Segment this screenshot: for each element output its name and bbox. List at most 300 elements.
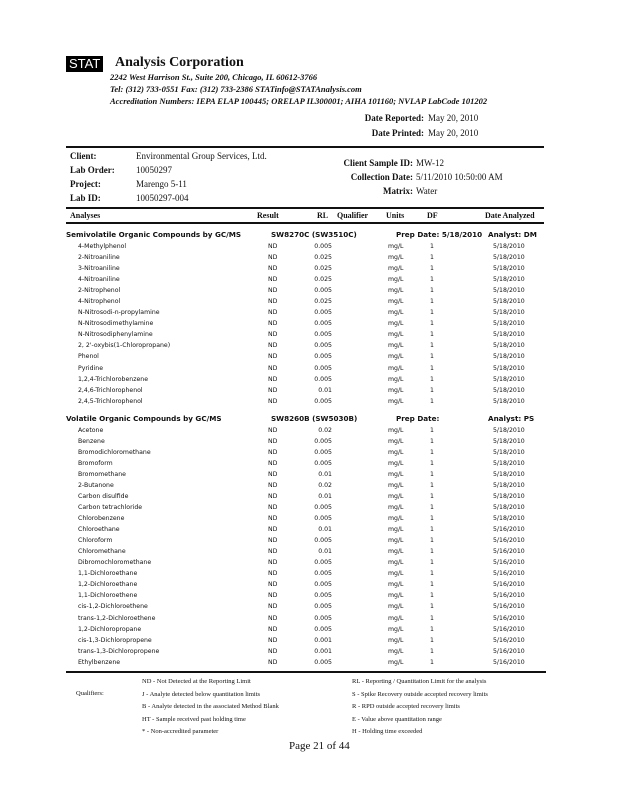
- col-date-analyzed: Date Analyzed: [485, 211, 535, 220]
- reporting-limit: 0.005: [314, 397, 332, 405]
- result: ND: [268, 636, 278, 644]
- analyte: 4-Nitrophenol: [78, 298, 121, 306]
- date-analyzed: 5/16/2010: [493, 537, 525, 545]
- lab-order-label: Lab Order:: [70, 165, 115, 175]
- analyte: Bromomethane: [78, 470, 126, 478]
- date-analyzed: 5/16/2010: [493, 592, 525, 600]
- analyte: Benzene: [78, 437, 105, 445]
- result: ND: [268, 647, 278, 655]
- dilution-factor: 1: [430, 537, 434, 545]
- units: mg/L: [388, 581, 404, 589]
- date-analyzed: 5/16/2010: [493, 548, 525, 556]
- client-sample-id: MW-12: [416, 158, 444, 168]
- prep-date: Prep Date:: [396, 413, 440, 423]
- table-row: [66, 296, 566, 307]
- analyte: 1,2-Dichloropropane: [78, 625, 142, 633]
- method: SW8270C (SW3510C): [271, 230, 357, 239]
- table-row: [66, 635, 566, 646]
- units: mg/L: [388, 647, 404, 655]
- reporting-limit: 0.01: [318, 548, 332, 556]
- qualifier-definition: R - RPD outside accepted recovery limits: [352, 703, 460, 710]
- units: mg/L: [388, 298, 404, 306]
- date-reported-label: Date Reported:: [364, 113, 424, 123]
- reporting-limit: 0.005: [314, 331, 332, 339]
- date-analyzed: 5/16/2010: [493, 625, 525, 633]
- result: ND: [268, 537, 278, 545]
- units: mg/L: [388, 481, 404, 489]
- dilution-factor: 1: [430, 559, 434, 567]
- reporting-limit: 0.005: [314, 459, 332, 467]
- units: mg/L: [388, 603, 404, 611]
- analyte: Ethylbenzene: [78, 658, 121, 666]
- units: mg/L: [388, 559, 404, 567]
- result: ND: [268, 298, 278, 306]
- company-contact: Tel: (312) 733-0551 Fax: (312) 733-2386 STATinfo@STATAnalysis.com: [110, 84, 362, 94]
- qualifier-definition: RL - Reporting / Quantitation Limit for the analysis: [352, 678, 487, 685]
- units: mg/L: [388, 470, 404, 478]
- date-analyzed: 5/18/2010: [493, 364, 525, 372]
- analyte: 2-Nitroaniline: [78, 254, 120, 262]
- table-row: [66, 513, 566, 524]
- matrix-label: Matrix:: [383, 186, 413, 196]
- lab-order: 10050297: [136, 165, 172, 175]
- table-row: [66, 263, 566, 274]
- reporting-limit: 0.005: [314, 570, 332, 578]
- units: mg/L: [388, 515, 404, 523]
- dilution-factor: 1: [430, 570, 434, 578]
- reporting-limit: 0.005: [314, 243, 332, 250]
- units: mg/L: [388, 331, 404, 339]
- collection-date: 5/11/2010 10:50:00 AM: [416, 172, 503, 182]
- dilution-factor: 1: [430, 492, 434, 500]
- result: ND: [268, 658, 278, 666]
- table-row: [66, 318, 566, 329]
- units: mg/L: [388, 386, 404, 394]
- matrix: Water: [416, 186, 438, 196]
- reporting-limit: 0.01: [318, 386, 332, 394]
- analyte: 1,1-Dichloroethane: [78, 570, 138, 578]
- qualifiers-label: Qualifiers:: [76, 690, 104, 697]
- dilution-factor: 1: [430, 375, 434, 383]
- units: mg/L: [388, 320, 404, 328]
- result: ND: [268, 243, 278, 250]
- reporting-limit: 0.005: [314, 581, 332, 589]
- date-analyzed: 5/18/2010: [493, 386, 525, 394]
- date-analyzed: 5/18/2010: [493, 265, 525, 273]
- dilution-factor: 1: [430, 481, 434, 489]
- qualifier-definition: E - Value above quantitation range: [352, 715, 442, 723]
- result: ND: [268, 375, 278, 383]
- result: ND: [268, 276, 278, 284]
- reporting-limit: 0.025: [314, 276, 332, 284]
- units: mg/L: [388, 548, 404, 556]
- table-row: [66, 491, 566, 502]
- units: mg/L: [388, 265, 404, 273]
- dilution-factor: 1: [430, 243, 434, 250]
- date-analyzed: 5/18/2010: [493, 492, 525, 500]
- result: ND: [268, 265, 278, 273]
- result: ND: [268, 437, 278, 445]
- client: Environmental Group Services, Ltd.: [136, 151, 267, 161]
- reporting-limit: 0.025: [314, 265, 332, 273]
- analyte: Acetone: [78, 426, 104, 434]
- analyte: Chloroform: [78, 537, 113, 545]
- dilution-factor: 1: [430, 658, 434, 666]
- dilution-factor: 1: [430, 426, 434, 434]
- qualifier-definition: * - Non-accredited parameter: [142, 728, 219, 735]
- table-row: [66, 590, 566, 601]
- table-row: [66, 385, 566, 396]
- date-reported: May 20, 2010: [428, 113, 479, 123]
- dilution-factor: 1: [430, 364, 434, 372]
- date-analyzed: 5/18/2010: [493, 504, 525, 512]
- result: ND: [268, 614, 278, 622]
- stat-logo: STAT: [66, 56, 103, 72]
- analyte: trans-1,3-Dichloropropene: [78, 647, 160, 655]
- table-row: [66, 568, 566, 579]
- result: ND: [268, 625, 278, 633]
- result: ND: [268, 548, 278, 556]
- date-analyzed: 5/18/2010: [493, 397, 525, 405]
- client-sample-id-label: Client Sample ID:: [343, 158, 413, 168]
- units: mg/L: [388, 570, 404, 578]
- units: mg/L: [388, 504, 404, 512]
- date-analyzed: 5/16/2010: [493, 526, 525, 534]
- date-analyzed: 5/18/2010: [493, 243, 525, 250]
- result: ND: [268, 526, 278, 534]
- method: SW8260B (SW5030B): [271, 413, 358, 423]
- date-analyzed: 5/18/2010: [493, 287, 525, 295]
- col-result: Result: [257, 211, 279, 220]
- analyte: N-Nitrosodiphenylamine: [78, 331, 153, 339]
- table-row: [66, 579, 566, 590]
- result: ND: [268, 331, 278, 339]
- units: mg/L: [388, 492, 404, 500]
- date-analyzed: 5/18/2010: [493, 448, 525, 456]
- units: mg/L: [388, 276, 404, 284]
- date-analyzed: 5/16/2010: [493, 581, 525, 589]
- date-analyzed: 5/18/2010: [493, 481, 525, 489]
- date-analyzed: 5/18/2010: [493, 459, 525, 467]
- date-printed: May 20, 2010: [428, 128, 479, 138]
- units: mg/L: [388, 448, 404, 456]
- analyte: 4-Methylphenol: [78, 243, 127, 250]
- col-rl: RL: [317, 211, 329, 220]
- table-row: [66, 546, 566, 557]
- date-analyzed: 5/16/2010: [493, 570, 525, 578]
- dilution-factor: 1: [430, 459, 434, 467]
- dilution-factor: 1: [430, 353, 434, 361]
- result: ND: [268, 287, 278, 295]
- result: ND: [268, 459, 278, 467]
- units: mg/L: [388, 614, 404, 622]
- table-row: [66, 480, 566, 491]
- analyte: Chloromethane: [78, 548, 126, 556]
- date-analyzed: 5/16/2010: [493, 614, 525, 622]
- dilution-factor: 1: [430, 342, 434, 350]
- units: mg/L: [388, 658, 404, 666]
- result: ND: [268, 581, 278, 589]
- analyte: Phenol: [78, 353, 99, 361]
- date-analyzed: 5/18/2010: [493, 470, 525, 478]
- lab-id: 10050297-004: [136, 193, 189, 203]
- analyte: cis-1,2-Dichloroethene: [78, 603, 148, 611]
- analyte: Pyridine: [78, 364, 104, 372]
- reporting-limit: 0.025: [314, 298, 332, 306]
- dilution-factor: 1: [430, 614, 434, 622]
- section-header: [66, 412, 566, 425]
- date-analyzed: 5/16/2010: [493, 658, 525, 666]
- date-analyzed: 5/16/2010: [493, 603, 525, 611]
- reporting-limit: 0.005: [314, 437, 332, 445]
- reporting-limit: 0.005: [314, 504, 332, 512]
- date-analyzed: 5/16/2010: [493, 636, 525, 644]
- dilution-factor: 1: [430, 581, 434, 589]
- dilution-factor: 1: [430, 526, 434, 534]
- result: ND: [268, 386, 278, 394]
- reporting-limit: 0.01: [318, 470, 332, 478]
- result: ND: [268, 426, 278, 434]
- table-row: [66, 351, 566, 362]
- dilution-factor: 1: [430, 548, 434, 556]
- table-row: [66, 374, 566, 385]
- dilution-factor: 1: [430, 625, 434, 633]
- analyst: Analyst: DM: [488, 230, 537, 239]
- lab-id-label: Lab ID:: [70, 193, 101, 203]
- dilution-factor: 1: [430, 298, 434, 306]
- reporting-limit: 0.005: [314, 353, 332, 361]
- analyte: Carbon tetrachloride: [78, 504, 143, 512]
- reporting-limit: 0.005: [314, 364, 332, 372]
- units: mg/L: [388, 254, 404, 262]
- col-units: Units: [386, 211, 405, 220]
- analyte: Bromoform: [78, 459, 113, 467]
- result: ND: [268, 448, 278, 456]
- reporting-limit: 0.005: [314, 448, 332, 456]
- section-title: Volatile Organic Compounds by GC/MS: [66, 413, 222, 423]
- result: ND: [268, 570, 278, 578]
- dilution-factor: 1: [430, 504, 434, 512]
- qualifier-definition: B - Analyte detected in the associated Method Blank: [142, 703, 279, 710]
- table-row: [66, 436, 566, 447]
- units: mg/L: [388, 537, 404, 545]
- section-title: Semivolatile Organic Compounds by GC/MS: [66, 230, 242, 239]
- units: mg/L: [388, 353, 404, 361]
- date-printed-label: Date Printed:: [371, 128, 424, 138]
- analyte: Chloroethane: [78, 526, 120, 534]
- analyte: 1,2,4-Trichlorobenzene: [78, 375, 148, 383]
- analyte: 1,2-Dichloroethane: [78, 581, 138, 589]
- date-analyzed: 5/18/2010: [493, 254, 525, 262]
- units: mg/L: [388, 287, 404, 295]
- table-row: [66, 363, 566, 374]
- accreditation-numbers: Accreditation Numbers: IEPA ELAP 100445; ORELAP IL300001; AIHA 101160; NVLAP LabCode 101202: [110, 96, 488, 106]
- analyte: 2,4,6-Trichlorophenol: [78, 386, 143, 394]
- qualifier-definition: HT - Sample received past holding time: [142, 715, 246, 723]
- col-analyses: Analyses: [70, 211, 101, 220]
- analyte: 2,4,5-Trichlorophenol: [78, 397, 143, 405]
- reporting-limit: 0.005: [314, 515, 332, 523]
- table-row: [66, 340, 566, 351]
- reporting-limit: 0.02: [318, 481, 332, 489]
- company-name: Analysis Corporation: [115, 55, 244, 70]
- result: ND: [268, 364, 278, 372]
- table-row: [66, 307, 566, 318]
- col-qualifier: Qualifier: [337, 211, 369, 220]
- analyte: trans-1,2-Dichloroethene: [78, 614, 156, 622]
- reporting-limit: 0.005: [314, 342, 332, 350]
- result: ND: [268, 342, 278, 350]
- dilution-factor: 1: [430, 309, 434, 317]
- reporting-limit: 0.01: [318, 492, 332, 500]
- dilution-factor: 1: [430, 647, 434, 655]
- date-analyzed: 5/16/2010: [493, 647, 525, 655]
- col-df: DF: [427, 211, 438, 220]
- analyte: Bromodichloromethane: [78, 448, 151, 456]
- table-row: [66, 657, 566, 668]
- date-analyzed: 5/18/2010: [493, 426, 525, 434]
- result: ND: [268, 254, 278, 262]
- table-row: [66, 425, 566, 436]
- units: mg/L: [388, 592, 404, 600]
- dilution-factor: 1: [430, 515, 434, 523]
- analyte: Dibromochloromethane: [78, 559, 152, 567]
- result: ND: [268, 504, 278, 512]
- date-analyzed: 5/18/2010: [493, 353, 525, 361]
- date-analyzed: 5/18/2010: [493, 276, 525, 284]
- units: mg/L: [388, 625, 404, 633]
- result: ND: [268, 515, 278, 523]
- units: mg/L: [388, 437, 404, 445]
- result: ND: [268, 492, 278, 500]
- units: mg/L: [388, 342, 404, 350]
- units: mg/L: [388, 636, 404, 644]
- dilution-factor: 1: [430, 320, 434, 328]
- dilution-factor: 1: [430, 470, 434, 478]
- analyte: cis-1,3-Dichloropropene: [78, 636, 152, 644]
- date-analyzed: 5/18/2010: [493, 437, 525, 445]
- client-label: Client:: [70, 151, 97, 161]
- units: mg/L: [388, 526, 404, 534]
- reporting-limit: 0.005: [314, 559, 332, 567]
- divider: [66, 222, 544, 224]
- analyte: 3-Nitroaniline: [78, 265, 120, 273]
- table-row: [66, 557, 566, 568]
- dilution-factor: 1: [430, 287, 434, 295]
- reporting-limit: 0.005: [314, 625, 332, 633]
- divider: [66, 146, 544, 148]
- project-label: Project:: [70, 179, 101, 189]
- analyte: N-Nitrosodimethylamine: [78, 320, 154, 328]
- collection-date-label: Collection Date:: [350, 172, 413, 182]
- analyte: 2-Nitrophenol: [78, 287, 121, 295]
- analyte: 2-Butanone: [78, 481, 114, 489]
- table-row: [66, 469, 566, 480]
- result: ND: [268, 470, 278, 478]
- divider: [66, 207, 544, 209]
- units: mg/L: [388, 375, 404, 383]
- table-row: [66, 613, 566, 624]
- reporting-limit: 0.005: [314, 614, 332, 622]
- result: ND: [268, 397, 278, 405]
- dilution-factor: 1: [430, 265, 434, 273]
- table-row: [66, 241, 566, 252]
- table-row: [66, 252, 566, 263]
- result: ND: [268, 603, 278, 611]
- project: Marengo 5-11: [136, 179, 187, 189]
- table-row: [66, 458, 566, 469]
- qualifier-definition: J - Analyte detected below quantitation limits: [142, 690, 261, 698]
- analyte: N-Nitrosodi-n-propylamine: [78, 309, 160, 317]
- table-row: [66, 502, 566, 513]
- date-analyzed: 5/18/2010: [493, 309, 525, 317]
- reporting-limit: 0.001: [314, 647, 332, 655]
- qualifier-definition: ND - Not Detected at the Reporting Limit: [142, 678, 251, 685]
- dilution-factor: 1: [430, 254, 434, 262]
- analyte: Carbon disulfide: [78, 492, 129, 500]
- reporting-limit: 0.005: [314, 320, 332, 328]
- date-analyzed: 5/18/2010: [493, 342, 525, 350]
- dilution-factor: 1: [430, 386, 434, 394]
- date-analyzed: 5/18/2010: [493, 375, 525, 383]
- units: mg/L: [388, 459, 404, 467]
- table-row: [66, 396, 566, 407]
- date-analyzed: 5/18/2010: [493, 320, 525, 328]
- analyte: 1,1-Dichloroethene: [78, 592, 138, 600]
- date-analyzed: 5/16/2010: [493, 559, 525, 567]
- result: ND: [268, 309, 278, 317]
- dilution-factor: 1: [430, 437, 434, 445]
- result: ND: [268, 353, 278, 361]
- reporting-limit: 0.025: [314, 254, 332, 262]
- reporting-limit: 0.005: [314, 658, 332, 666]
- date-analyzed: 5/18/2010: [493, 298, 525, 306]
- units: mg/L: [388, 309, 404, 317]
- date-analyzed: 5/18/2010: [493, 515, 525, 523]
- reporting-limit: 0.005: [314, 537, 332, 545]
- table-row: [66, 646, 566, 657]
- results-table: [66, 228, 566, 668]
- table-row: [66, 601, 566, 612]
- reporting-limit: 0.005: [314, 287, 332, 295]
- table-row: [66, 524, 566, 535]
- company-address: 2242 West Harrison St., Suite 200, Chicago, IL 60612-3766: [110, 72, 318, 82]
- reporting-limit: 0.02: [318, 426, 332, 434]
- dilution-factor: 1: [430, 603, 434, 611]
- units: mg/L: [388, 364, 404, 372]
- dilution-factor: 1: [430, 636, 434, 644]
- analyte: 2, 2'-oxybis(1-Chloropropane): [78, 342, 171, 350]
- prep-date: Prep Date: 5/18/2010: [396, 230, 483, 239]
- divider: [66, 671, 546, 673]
- table-row: [66, 535, 566, 546]
- result: ND: [268, 320, 278, 328]
- table-row: [66, 624, 566, 635]
- units: mg/L: [388, 243, 404, 250]
- dilution-factor: 1: [430, 448, 434, 456]
- table-row: [66, 274, 566, 285]
- result: ND: [268, 592, 278, 600]
- analyte: Chlorobenzene: [78, 515, 125, 523]
- units: mg/L: [388, 397, 404, 405]
- qualifier-definition: S - Spike Recovery outside accepted recovery limits: [352, 690, 488, 698]
- analyte: 4-Nitroaniline: [78, 276, 120, 284]
- reporting-limit: 0.005: [314, 309, 332, 317]
- dilution-factor: 1: [430, 276, 434, 284]
- dilution-factor: 1: [430, 331, 434, 339]
- reporting-limit: 0.01: [318, 526, 332, 534]
- qualifier-definition: H - Holding time exceeded: [352, 728, 423, 735]
